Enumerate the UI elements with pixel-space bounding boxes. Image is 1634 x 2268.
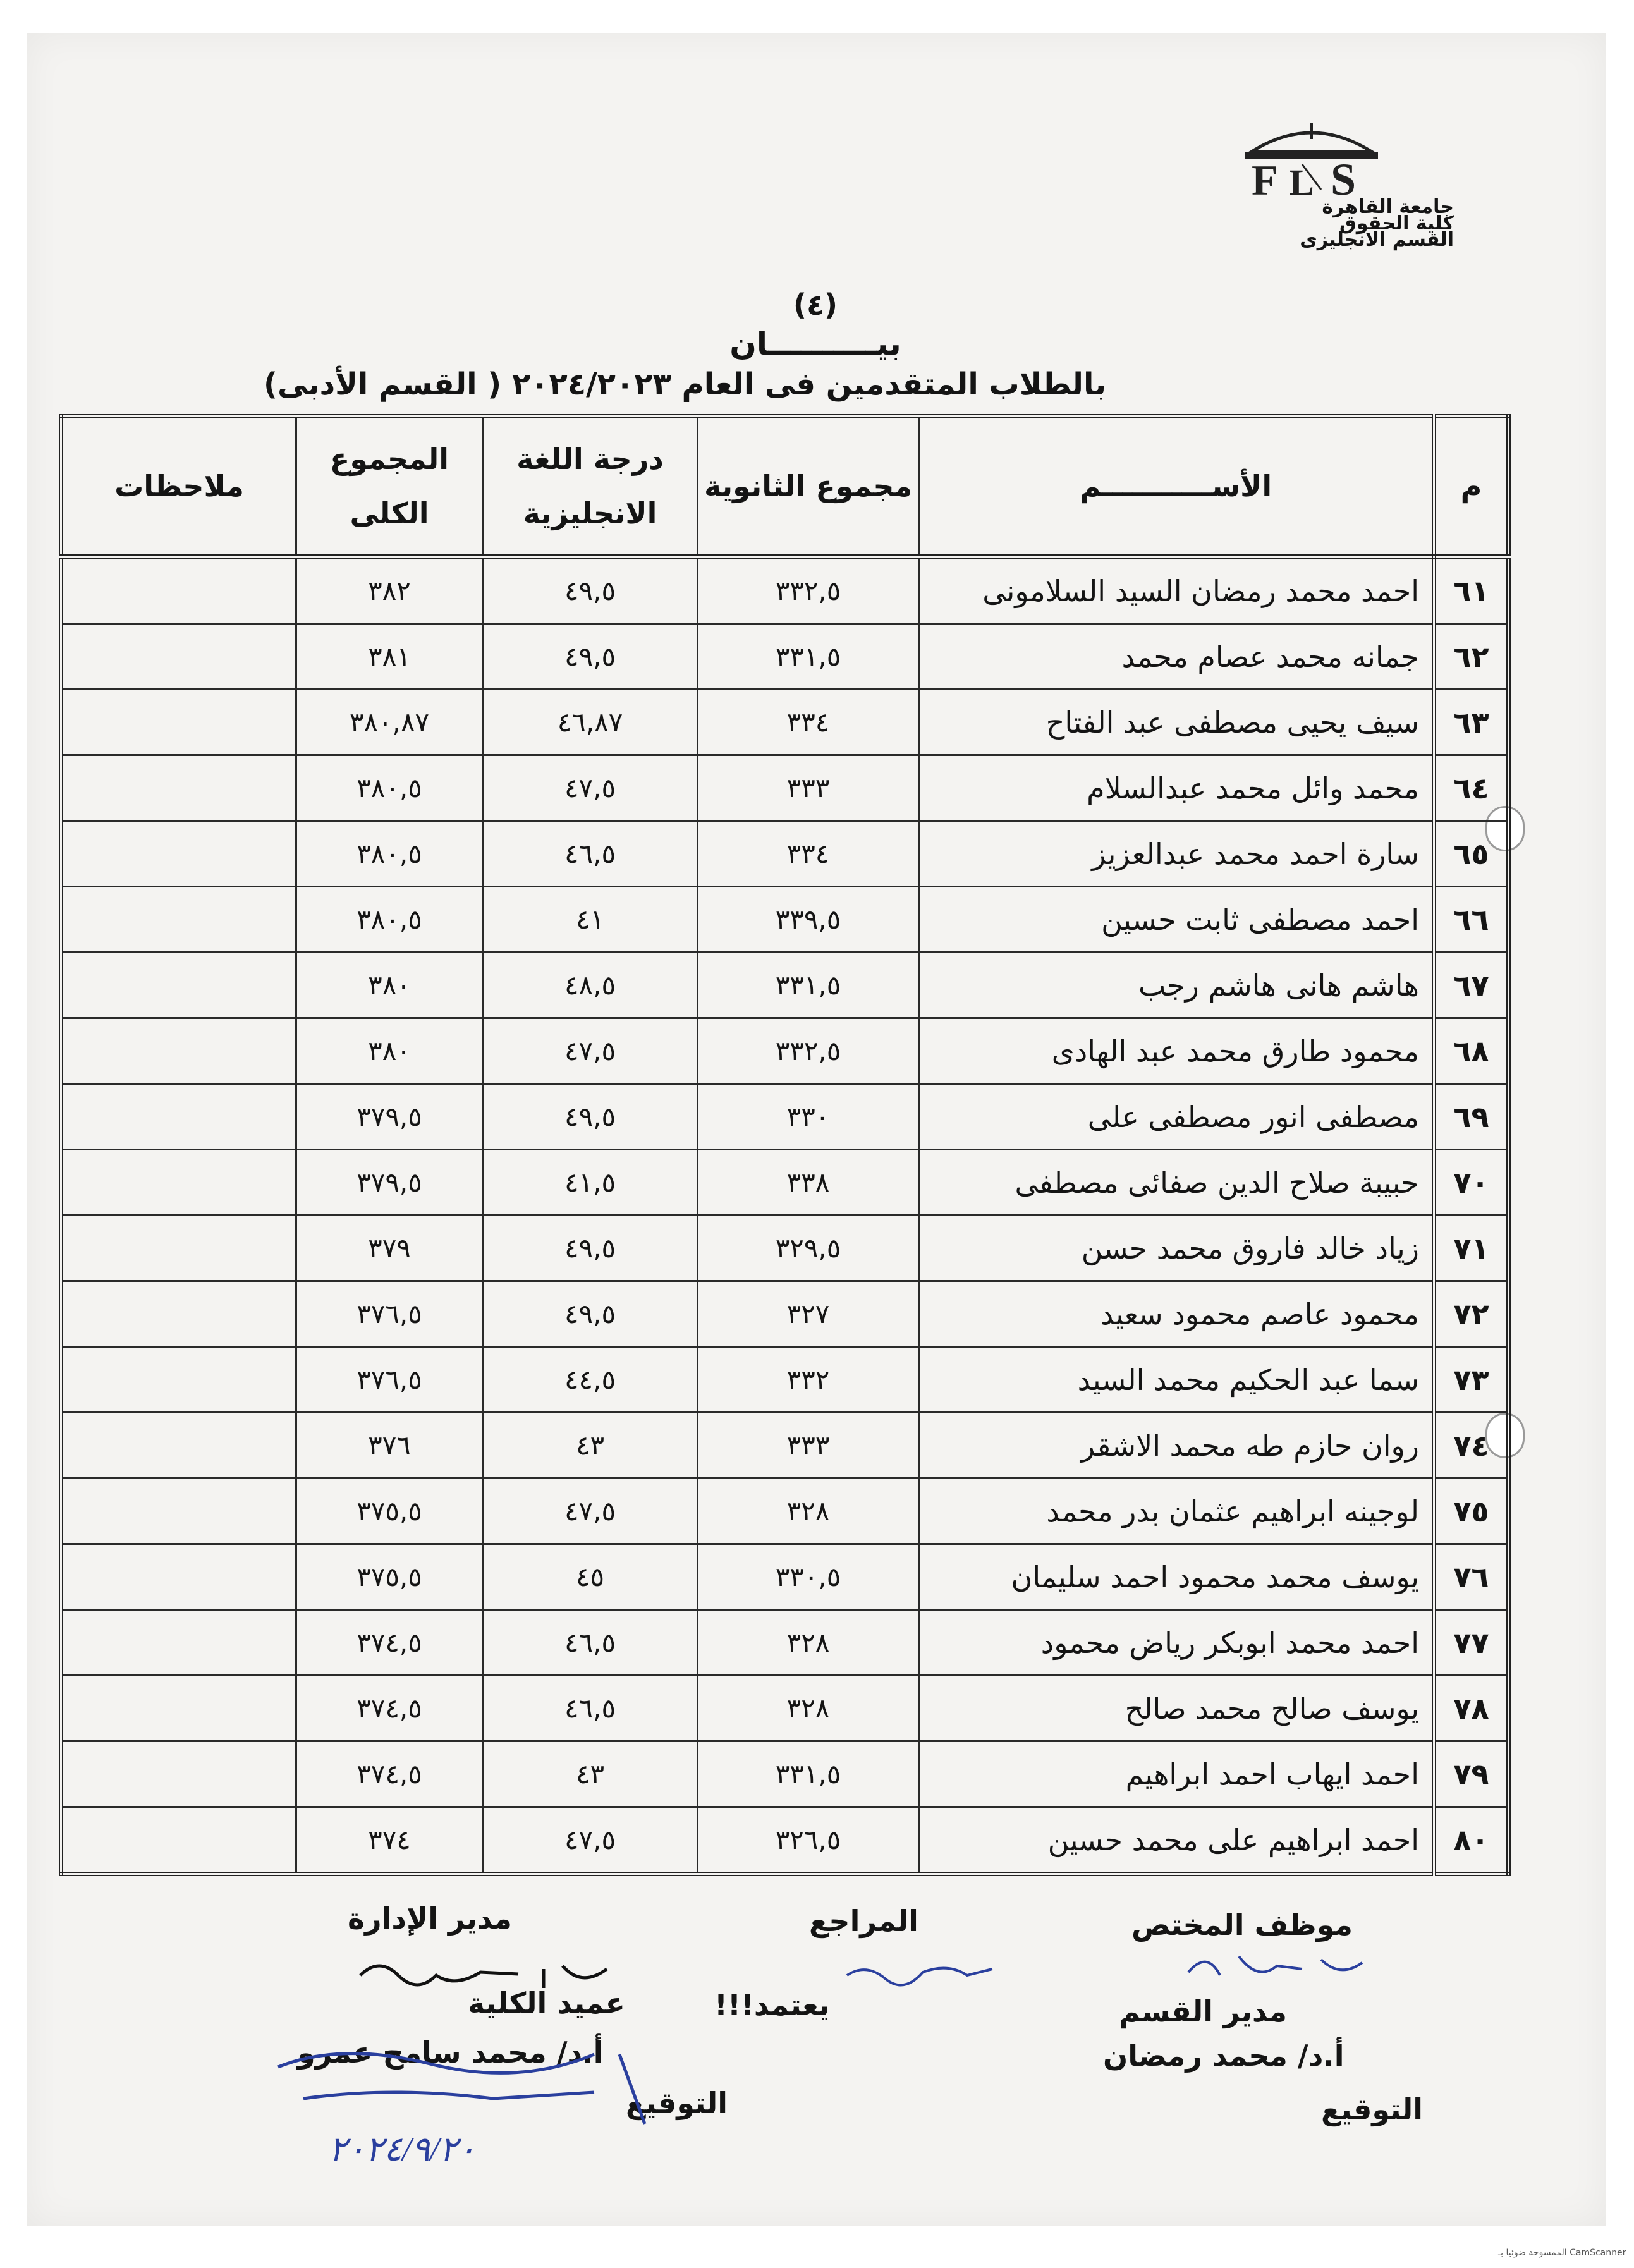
english-grade: ٤١ <box>483 887 698 953</box>
secondary-total: ٣٣٠,٥ <box>698 1544 919 1610</box>
student-name: جمانه محمد عصام محمد <box>919 624 1434 690</box>
secondary-total: ٣٢٨ <box>698 1478 919 1544</box>
table-row <box>61 1216 1509 1281</box>
student-name: حبيبة صلاح الدين صفائى مصطفى <box>919 1150 1434 1216</box>
grand-total: ٣٨٠,٥ <box>296 821 483 887</box>
student-name: محمود عاصم محمود سعيد <box>919 1281 1434 1347</box>
grand-total: ٣٧٦,٥ <box>296 1281 483 1347</box>
grand-total: ٣٧٥,٥ <box>296 1544 483 1610</box>
student-name: يوسف صالح محمد صالح <box>919 1676 1434 1741</box>
english-grade: ٤٧,٥ <box>483 1807 698 1874</box>
notes-cell <box>61 624 296 690</box>
students-table <box>59 414 1511 1876</box>
english-grade: ٤٩,٥ <box>483 1216 698 1281</box>
svg-text:S: S <box>1331 154 1357 196</box>
row-serial: ٧٢ <box>1434 1281 1509 1347</box>
student-name: يوسف محمد محمود احمد سليمان <box>919 1544 1434 1610</box>
notes-cell <box>61 1347 296 1413</box>
grand-total: ٣٧٦ <box>296 1413 483 1478</box>
row-serial: ٦٣ <box>1434 690 1509 755</box>
grand-total: ٣٨١ <box>296 624 483 690</box>
english-grade: ٤٥ <box>483 1544 698 1610</box>
notes-cell <box>61 1544 296 1610</box>
english-grade: ٤٣ <box>483 1413 698 1478</box>
english-grade: ٤٩,٥ <box>483 624 698 690</box>
student-name: زياد خالد فاروق محمد حسن <box>919 1216 1434 1281</box>
secondary-total: ٣٢٨ <box>698 1676 919 1741</box>
notes-cell <box>61 755 296 821</box>
secondary-total: ٣٣٢ <box>698 1347 919 1413</box>
notes-cell <box>61 1807 296 1874</box>
secondary-total: ٣٣٣ <box>698 1413 919 1478</box>
english-grade: ٤٦,٨٧ <box>483 690 698 755</box>
english-grade: ٤٩,٥ <box>483 557 698 624</box>
secondary-total: ٣٣٤ <box>698 821 919 887</box>
row-serial: ٦١ <box>1434 557 1509 624</box>
grand-total: ٣٧٤,٥ <box>296 1676 483 1741</box>
english-grade: ٤٣ <box>483 1741 698 1807</box>
grand-total: ٣٧٦,٥ <box>296 1347 483 1413</box>
notes-cell <box>61 821 296 887</box>
secondary-total: ٣٣٤ <box>698 690 919 755</box>
row-serial: ٧٠ <box>1434 1150 1509 1216</box>
secondary-total: ٣٣٢,٥ <box>698 557 919 624</box>
student-name: سما عبد الحكيم محمد السيد <box>919 1347 1434 1413</box>
english-grade: ٤٧,٥ <box>483 1018 698 1084</box>
row-serial: ٦٧ <box>1434 953 1509 1018</box>
secondary-total: ٣٢٦,٥ <box>698 1807 919 1874</box>
row-serial: ٧٦ <box>1434 1544 1509 1610</box>
row-serial: ٨٠ <box>1434 1807 1509 1874</box>
student-name: مصطفى انور مصطفى على <box>919 1084 1434 1150</box>
student-name: محمود طارق محمد عبد الهادى <box>919 1018 1434 1084</box>
english-grade: ٤٩,٥ <box>483 1281 698 1347</box>
table-row <box>61 624 1509 690</box>
notes-cell <box>61 1413 296 1478</box>
student-name: محمد وائل محمد عبدالسلام <box>919 755 1434 821</box>
table-row <box>61 1807 1509 1874</box>
grand-total: ٣٧٤,٥ <box>296 1741 483 1807</box>
approve-label: يعتمد!!! <box>714 1988 830 2022</box>
student-name: احمد ابراهيم على محمد حسين <box>919 1807 1434 1874</box>
grand-total: ٣٨٠,٨٧ <box>296 690 483 755</box>
grand-total: ٣٧٩,٥ <box>296 1084 483 1150</box>
table-row <box>61 1347 1509 1413</box>
notes-cell <box>61 557 296 624</box>
dean-label: عميد الكلية <box>468 1986 625 2020</box>
student-name: احمد مصطفى ثابت حسين <box>919 887 1434 953</box>
secondary-total: ٣٣٠ <box>698 1084 919 1150</box>
grand-total: ٣٧٤ <box>296 1807 483 1874</box>
page-number: (٤) <box>793 288 838 322</box>
table-row <box>61 690 1509 755</box>
table-row <box>61 755 1509 821</box>
row-serial: ٦٤ <box>1434 755 1509 821</box>
dept-head-label: مدير القسم <box>1119 1994 1287 2028</box>
row-serial: ٦٨ <box>1434 1018 1509 1084</box>
header-secondary-total: مجموع الثانوية <box>698 417 919 557</box>
notes-cell <box>61 1150 296 1216</box>
dean-signature <box>265 2029 708 2137</box>
reviewer-label: المراجع <box>809 1904 918 1938</box>
table-row <box>61 1018 1509 1084</box>
table-header-row <box>61 417 1509 557</box>
svg-text:L: L <box>1290 162 1314 196</box>
table-row <box>61 1413 1509 1478</box>
table-row <box>61 1478 1509 1544</box>
secondary-total: ٣٢٧ <box>698 1281 919 1347</box>
notes-cell <box>61 1281 296 1347</box>
row-serial: ٧٧ <box>1434 1610 1509 1676</box>
table-row <box>61 1610 1509 1676</box>
reviewer-signature <box>841 1950 1005 1994</box>
row-serial: ٧٥ <box>1434 1478 1509 1544</box>
english-grade: ٤٤,٥ <box>483 1347 698 1413</box>
notes-cell <box>61 1216 296 1281</box>
notes-cell <box>61 1741 296 1807</box>
table-row <box>61 953 1509 1018</box>
secondary-total: ٣٣٨ <box>698 1150 919 1216</box>
student-name: سارة احمد محمد عبدالعزيز <box>919 821 1434 887</box>
grand-total: ٣٨٠,٥ <box>296 887 483 953</box>
row-serial: ٧٣ <box>1434 1347 1509 1413</box>
scanner-watermark: CamScanner الممسوحة ضوئيا بـ <box>1498 2248 1626 2258</box>
secondary-total: ٣٢٩,٥ <box>698 1216 919 1281</box>
grand-total: ٣٧٩ <box>296 1216 483 1281</box>
grand-total: ٣٨٠ <box>296 953 483 1018</box>
table-row <box>61 557 1509 624</box>
table-row <box>61 1676 1509 1741</box>
logo-faculty: كلية الحقوق <box>1339 212 1454 235</box>
row-serial: ٧١ <box>1434 1216 1509 1281</box>
dean-name: أ.د/ محمد سامح عمرو <box>297 2035 604 2070</box>
employee-label: موظف المختص <box>1131 1908 1353 1942</box>
table-row <box>61 887 1509 953</box>
student-name: هاشم هانى هاشم رجب <box>919 953 1434 1018</box>
svg-text:F: F <box>1252 156 1278 196</box>
row-serial: ٦٩ <box>1434 1084 1509 1150</box>
secondary-total: ٣٣١,٥ <box>698 624 919 690</box>
row-serial: ٧٩ <box>1434 1741 1509 1807</box>
english-grade: ٤٦,٥ <box>483 1610 698 1676</box>
document-title: بيــــــــــان <box>729 326 901 362</box>
notes-cell <box>61 1084 296 1150</box>
secondary-total: ٣٣٣ <box>698 755 919 821</box>
english-grade: ٤٦,٥ <box>483 821 698 887</box>
grand-total: ٣٨٠ <box>296 1018 483 1084</box>
dept-head-name: أ.د/ محمد رمضان <box>1103 2039 1344 2073</box>
student-name: احمد محمد رمضان السيد السلامونى <box>919 557 1434 624</box>
english-grade: ٤١,٥ <box>483 1150 698 1216</box>
header-serial: م <box>1434 417 1509 557</box>
student-name: احمد ايهاب احمد ابراهيم <box>919 1741 1434 1807</box>
table-row <box>61 1281 1509 1347</box>
secondary-total: ٣٢٨ <box>698 1610 919 1676</box>
english-grade: ٤٩,٥ <box>483 1084 698 1150</box>
header-notes: ملاحظات <box>61 417 296 557</box>
table-row <box>61 1150 1509 1216</box>
signature-label-left: التوقيع <box>626 2086 728 2120</box>
student-name: احمد محمد ابوبكر رياض محمود <box>919 1610 1434 1676</box>
secondary-total: ٣٣٩,٥ <box>698 887 919 953</box>
header-english-grade: درجة اللغة الانجليزية <box>483 417 698 557</box>
table-row <box>61 1084 1509 1150</box>
table-row <box>61 1544 1509 1610</box>
english-grade: ٤٧,٥ <box>483 755 698 821</box>
table-row <box>61 821 1509 887</box>
grand-total: ٣٧٥,٥ <box>296 1478 483 1544</box>
notes-cell <box>61 1478 296 1544</box>
row-serial: ٧٨ <box>1434 1676 1509 1741</box>
secondary-total: ٣٣١,٥ <box>698 1741 919 1807</box>
student-name: لوجينه ابراهيم عثمان بدر محمد <box>919 1478 1434 1544</box>
row-serial: ٦٥ <box>1434 821 1509 887</box>
document-subtitle: بالطلاب المتقدمين فى العام ٢٠٢٤/٢٠٢٣ ( القسم الأدبى) <box>264 367 1106 402</box>
admin-director-signature <box>354 1950 645 2001</box>
row-serial: ٧٤ <box>1434 1413 1509 1478</box>
signature-date: ٢٠٢٤/٩/٢٠ <box>329 2130 477 2168</box>
english-grade: ٤٨,٥ <box>483 953 698 1018</box>
logo-department: القسم الانجليزى <box>1300 229 1454 251</box>
logo-university: جامعة القاهرة <box>1322 196 1454 218</box>
table-row <box>61 1741 1509 1807</box>
notes-cell <box>61 953 296 1018</box>
notes-cell <box>61 1018 296 1084</box>
grand-total: ٣٨٢ <box>296 557 483 624</box>
grand-total: ٣٨٠,٥ <box>296 755 483 821</box>
header-grand-total: المجموع الكلى <box>296 417 483 557</box>
english-grade: ٤٦,٥ <box>483 1676 698 1741</box>
signature-label-right: التوقيع <box>1321 2092 1423 2126</box>
grand-total: ٣٧٩,٥ <box>296 1150 483 1216</box>
grand-total: ٣٧٤,٥ <box>296 1610 483 1676</box>
notes-cell <box>61 1610 296 1676</box>
employee-signature <box>1182 1944 1372 1994</box>
notes-cell <box>61 887 296 953</box>
student-name: روان حازم طه محمد الاشقر <box>919 1413 1434 1478</box>
admin-director-label: مدير الإدارة <box>348 1901 512 1936</box>
notes-cell <box>61 690 296 755</box>
faculty-emblem-icon <box>1226 120 1397 196</box>
secondary-total: ٣٣٢,٥ <box>698 1018 919 1084</box>
row-serial: ٦٦ <box>1434 887 1509 953</box>
notes-cell <box>61 1676 296 1741</box>
faculty-logo <box>1182 120 1466 251</box>
secondary-total: ٣٣١,٥ <box>698 953 919 1018</box>
row-serial: ٦٢ <box>1434 624 1509 690</box>
header-name: الأســـــــــــم <box>919 417 1434 557</box>
english-grade: ٤٧,٥ <box>483 1478 698 1544</box>
student-name: سيف يحيى مصطفى عبد الفتاح <box>919 690 1434 755</box>
